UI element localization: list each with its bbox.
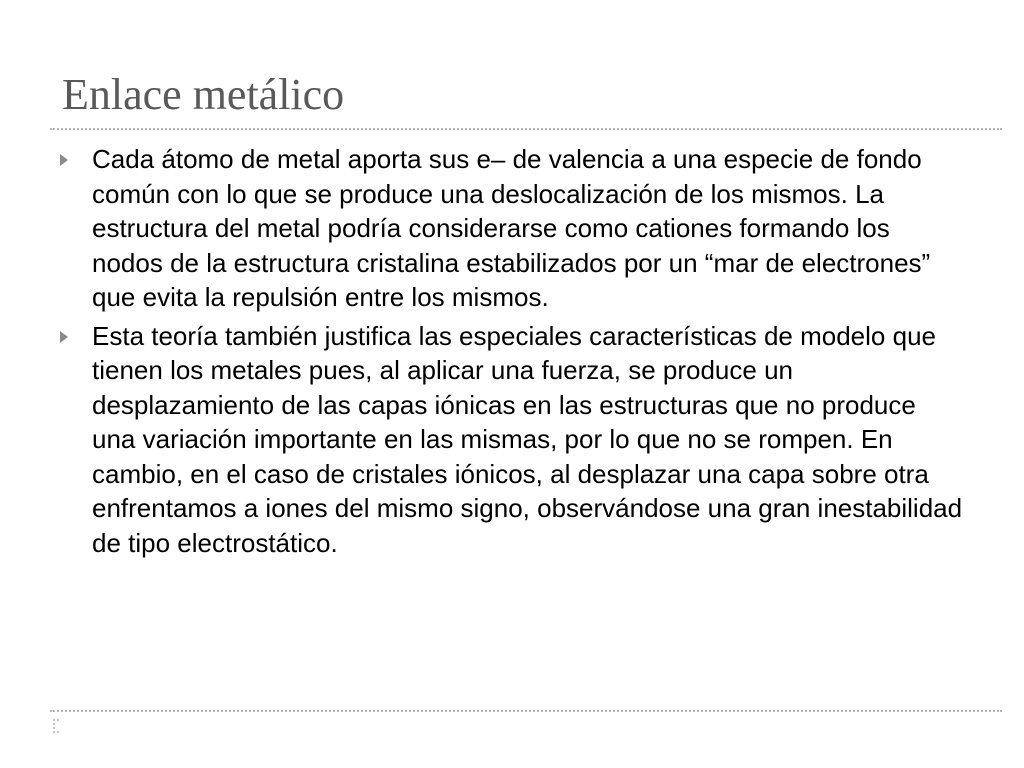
bullet-item — [58, 142, 963, 315]
bullet-item — [58, 319, 963, 561]
bullet-list — [58, 142, 963, 564]
slide-title: Enlace metálico — [62, 70, 345, 119]
triangle-right-icon — [60, 331, 68, 343]
footer-divider — [50, 710, 1002, 712]
title-divider — [50, 128, 1002, 130]
bullet-text: Esta teoría también justifica las especiales características de modelo que tienen los metales pues, al aplicar una fuerza, se produce un desplazamiento de las capas iónicas en las estructuras que no produce una variación importante en las mismas, por lo que no se rompen. En cambio, en el caso de cristales iónicos, al desplazar una capa sobre otra enfrentamos a iones del mismo signo, observándose una gran inestabilidad de tipo electrostático. — [92, 320, 963, 558]
dotted-bracket-icon — [52, 718, 60, 736]
bullet-text: Cada átomo de metal aporta sus e– de valencia a una especie de fondo común con lo que se produce una deslocalización de los mismos. La estructura del metal podría considerarse como cationes formando los nodos de la estructura cristalina estabilizados por un “mar de electrones” que evita la repulsión entre los mismos. — [92, 144, 931, 312]
triangle-right-icon — [60, 154, 68, 166]
